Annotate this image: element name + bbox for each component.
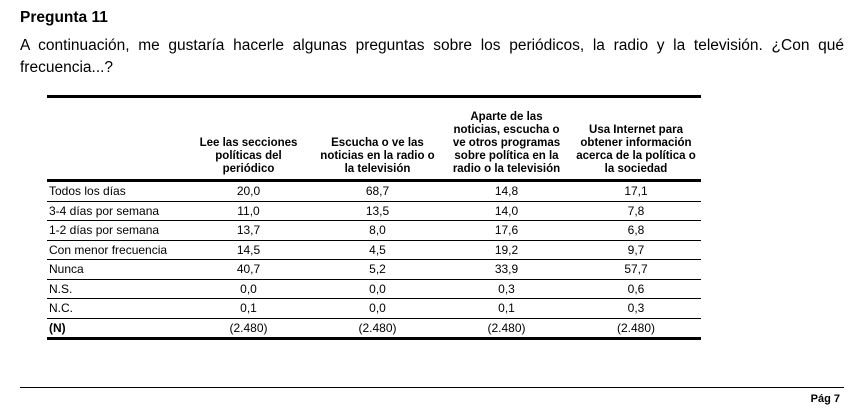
row-label-total: (N) (47, 318, 184, 339)
cell-value: 33,9 (442, 260, 571, 280)
question-text: A continuación, me gustaría hacerle algunas preguntas sobre los periódicos, la radio y la televisión. ¿Con qué frecuencia...? (20, 37, 844, 76)
row-label: Con menor frecuencia (47, 240, 184, 260)
cell-value: 0,3 (571, 299, 701, 319)
header-blank (47, 97, 184, 181)
table-row (47, 221, 701, 241)
cell-value: 13,7 (184, 221, 313, 241)
cell-value: 9,7 (571, 240, 701, 260)
cell-value: 0,3 (442, 279, 571, 299)
header-news-radio-tv: Escucha o ve las noticias en la radio o la televisión (313, 97, 442, 181)
cell-value: 13,5 (313, 201, 442, 221)
row-label: Nunca (47, 260, 184, 280)
row-label: N.C. (47, 299, 184, 319)
cell-value: 14,8 (442, 181, 571, 202)
row-label: N.S. (47, 279, 184, 299)
cell-value: 11,0 (184, 201, 313, 221)
header-political-programs: Aparte de las noticias, escucha o ve otros programas sobre política en la radio o la televisión (442, 97, 571, 181)
cell-value: 7,8 (571, 201, 701, 221)
cell-value: 17,1 (571, 181, 701, 202)
cell-value: (2.480) (313, 318, 442, 339)
cell-value: 0,1 (442, 299, 571, 319)
table-row (47, 181, 701, 202)
table-row (47, 279, 701, 299)
table-row-total (47, 318, 701, 339)
cell-value: 14,0 (442, 201, 571, 221)
cell-value: 57,7 (571, 260, 701, 280)
frequency-table-container (47, 95, 701, 340)
cell-value: 68,7 (313, 181, 442, 202)
cell-value: 4,5 (313, 240, 442, 260)
cell-value: 14,5 (184, 240, 313, 260)
cell-value: 40,7 (184, 260, 313, 280)
cell-value: 0,1 (184, 299, 313, 319)
table-row (47, 260, 701, 280)
row-label: 3-4 días por semana (47, 201, 184, 221)
cell-value: (2.480) (571, 318, 701, 339)
cell-value: 8,0 (313, 221, 442, 241)
table-header-row (47, 97, 701, 181)
cell-value: 0,0 (184, 279, 313, 299)
cell-value: (2.480) (184, 318, 313, 339)
row-label: 1-2 días por semana (47, 221, 184, 241)
table-row (47, 299, 701, 319)
footer-divider (20, 387, 844, 388)
cell-value: (2.480) (442, 318, 571, 339)
row-label: Todos los días (47, 181, 184, 202)
cell-value: 0,6 (571, 279, 701, 299)
cell-value: 19,2 (442, 240, 571, 260)
cell-value: 0,0 (313, 279, 442, 299)
frequency-table (47, 95, 701, 340)
cell-value: 17,6 (442, 221, 571, 241)
page-number: Pág 7 (810, 393, 840, 405)
header-internet-politics: Usa Internet para obtener información acerca de la política o la sociedad (571, 97, 701, 181)
table-row (47, 240, 701, 260)
cell-value: 0,0 (313, 299, 442, 319)
cell-value: 20,0 (184, 181, 313, 202)
question-title: Pregunta 11 (20, 9, 108, 26)
cell-value: 6,8 (571, 221, 701, 241)
table-row (47, 201, 701, 221)
header-newspaper-politics: Lee las secciones políticas del periódico (184, 97, 313, 181)
cell-value: 5,2 (313, 260, 442, 280)
